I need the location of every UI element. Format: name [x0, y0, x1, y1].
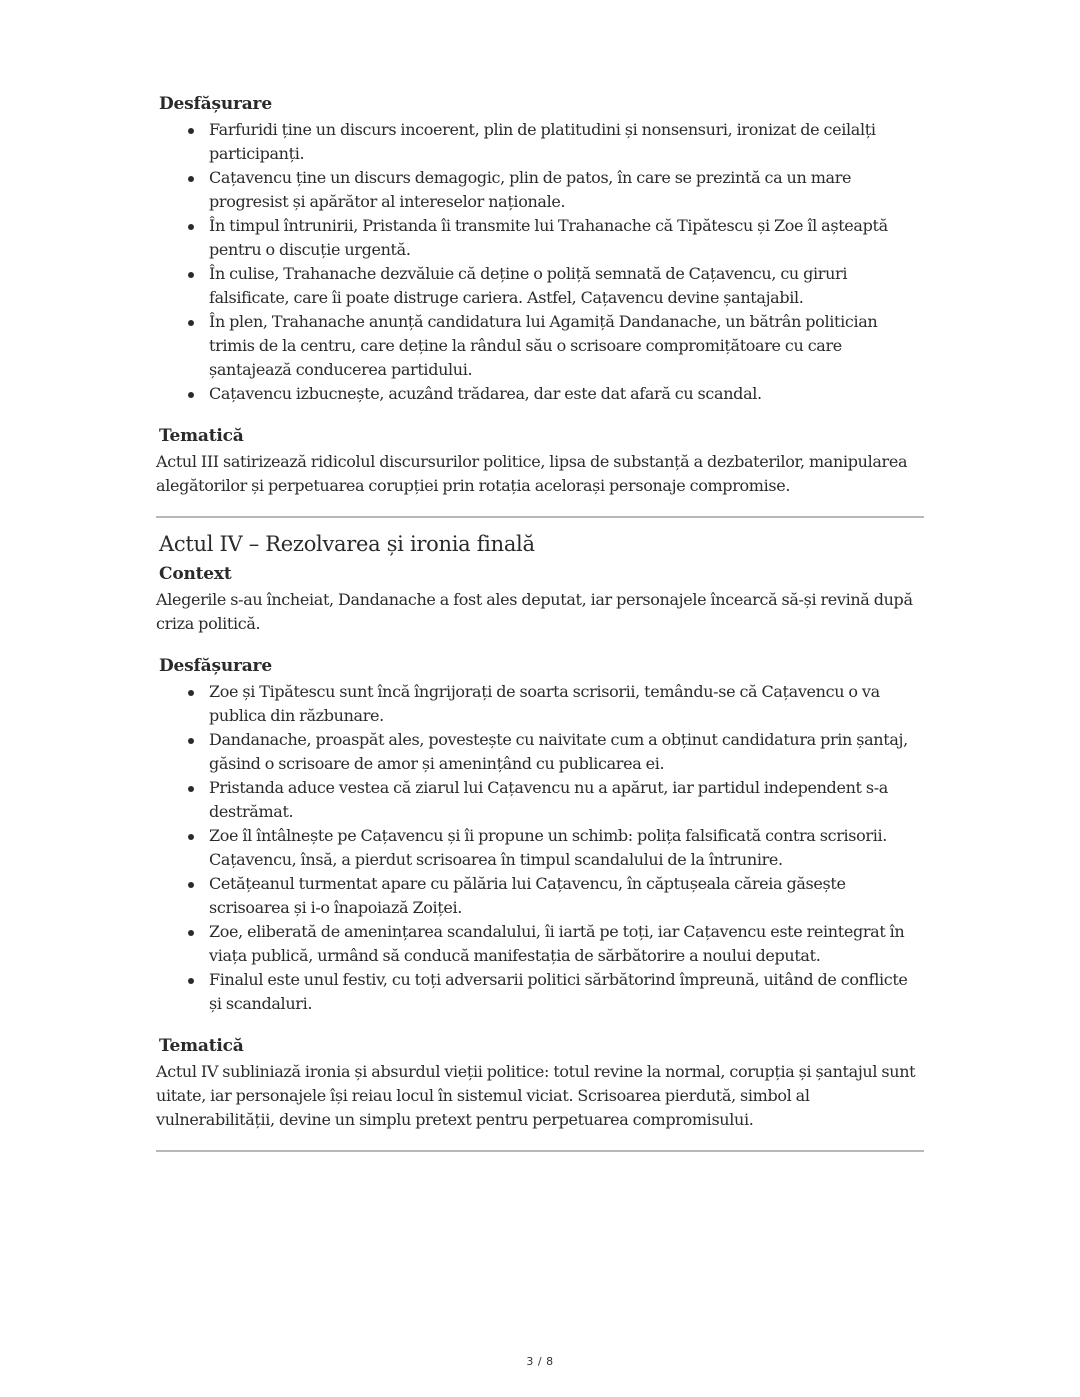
act4-title: Actul IV – Rezolvarea și ironia finală — [159, 532, 535, 556]
spacer — [156, 1132, 924, 1150]
act4-desfasurare-heading: Desfășurare — [159, 656, 272, 676]
bullet-icon — [188, 272, 194, 278]
spacer — [156, 636, 924, 654]
bullet-icon — [188, 690, 194, 696]
act4-tematica-text: Actul IV subliniază ironia și absurdul vieții politice: totul revine la normal, corupția și șantajul sunt uitate, iar personajele își reiau locul în sistemul viciat. Scrisoarea pierdută, simbol al vulnerabilității, devine un simplu pretext pentru perpetuarea compromisului. — [156, 1062, 916, 1129]
act4-context-heading: Context — [159, 564, 232, 584]
list-item: În timpul întrunirii, Pristanda îi transmite lui Trahanache că Tipătescu și Zoe îl așteaptă pentru o discuție urgentă. — [209, 214, 924, 262]
bullet-icon — [188, 978, 194, 984]
act3-tematica-heading: Tematică — [159, 426, 244, 446]
list-item: Zoe și Tipătescu sunt încă îngrijorați de soarta scrisorii, temându-se că Cațavencu o va publica din răzbunare. — [209, 680, 924, 728]
bullet-icon — [188, 882, 194, 888]
bullet-icon — [188, 786, 194, 792]
list-item: Dandanache, proaspăt ales, povestește cu naivitate cum a obținut candidatura prin șantaj, găsind o scrisoare de amor și amenințând cu publicarea ei. — [209, 728, 924, 776]
bullet-icon — [188, 930, 194, 936]
bullet-icon — [188, 128, 194, 134]
spacer — [156, 498, 924, 516]
bullet-icon — [188, 834, 194, 840]
act3-desfasurare-heading: Desfășurare — [159, 94, 272, 114]
section-divider — [156, 1150, 924, 1152]
bullet-icon — [188, 738, 194, 744]
list-item: În plen, Trahanache anunță candidatura lui Agamiță Dandanache, un bătrân politician trimis de la centru, care deține la rândul său o scrisoare compromițătoare cu care șantajează conducerea partidului. — [209, 310, 924, 382]
act4-desfasurare-list — [156, 680, 924, 1016]
document-page — [156, 92, 924, 1152]
bullet-icon — [188, 392, 194, 398]
spacer — [156, 1016, 924, 1034]
spacer — [156, 406, 924, 424]
list-item: Farfuridi ține un discurs incoerent, plin de platitudini și nonsensuri, ironizat de ceilalți participanți. — [209, 118, 924, 166]
act4-tematica-heading: Tematică — [159, 1036, 244, 1056]
page-number: 3 / 8 — [526, 1355, 554, 1368]
list-item: Zoe îl întâlnește pe Cațavencu și îi propune un schimb: polița falsificată contra scrisorii. Cațavencu, însă, a pierdut scrisoarea în timpul scandalului de la întrunire. — [209, 824, 924, 872]
list-item: Cațavencu izbucnește, acuzând trădarea, dar este dat afară cu scandal. — [209, 382, 924, 406]
list-item: Pristanda aduce vestea că ziarul lui Cațavencu nu a apărut, iar partidul independent s-a destrămat. — [209, 776, 924, 824]
bullet-icon — [188, 176, 194, 182]
bullet-icon — [188, 320, 194, 326]
bullet-icon — [188, 224, 194, 230]
list-item: Cetățeanul turmentat apare cu pălăria lui Cațavencu, în căptușeala căreia găsește scrisoarea și i-o înapoiază Zoiței. — [209, 872, 924, 920]
list-item: Zoe, eliberată de amenințarea scandalului, îi iartă pe toți, iar Cațavencu este reintegrat în viața publică, urmând să conducă manifestația de sărbătorire a noului deputat. — [209, 920, 924, 968]
list-item: Cațavencu ține un discurs demagogic, plin de patos, în care se prezintă ca un mare progresist și apărător al intereselor naționale. — [209, 166, 924, 214]
spacer — [156, 518, 924, 530]
list-item: În culise, Trahanache dezvăluie că deține o poliță semnată de Cațavencu, cu giruri falsificate, care îi poate distruge cariera. Astfel, Cațavencu devine șantajabil. — [209, 262, 924, 310]
list-item: Finalul este unul festiv, cu toți adversarii politici sărbătorind împreună, uitând de conflicte și scandaluri. — [209, 968, 924, 1016]
act4-context-text: Alegerile s-au încheiat, Dandanache a fost ales deputat, iar personajele încearcă să-și revină după criza politică. — [156, 590, 913, 633]
act3-tematica-text: Actul III satirizează ridicolul discursurilor politice, lipsa de substanță a dezbaterilor, manipularea alegătorilor și perpetuarea corupției prin rotația acelorași personaje compromise. — [156, 452, 908, 495]
act3-desfasurare-list — [156, 118, 924, 406]
